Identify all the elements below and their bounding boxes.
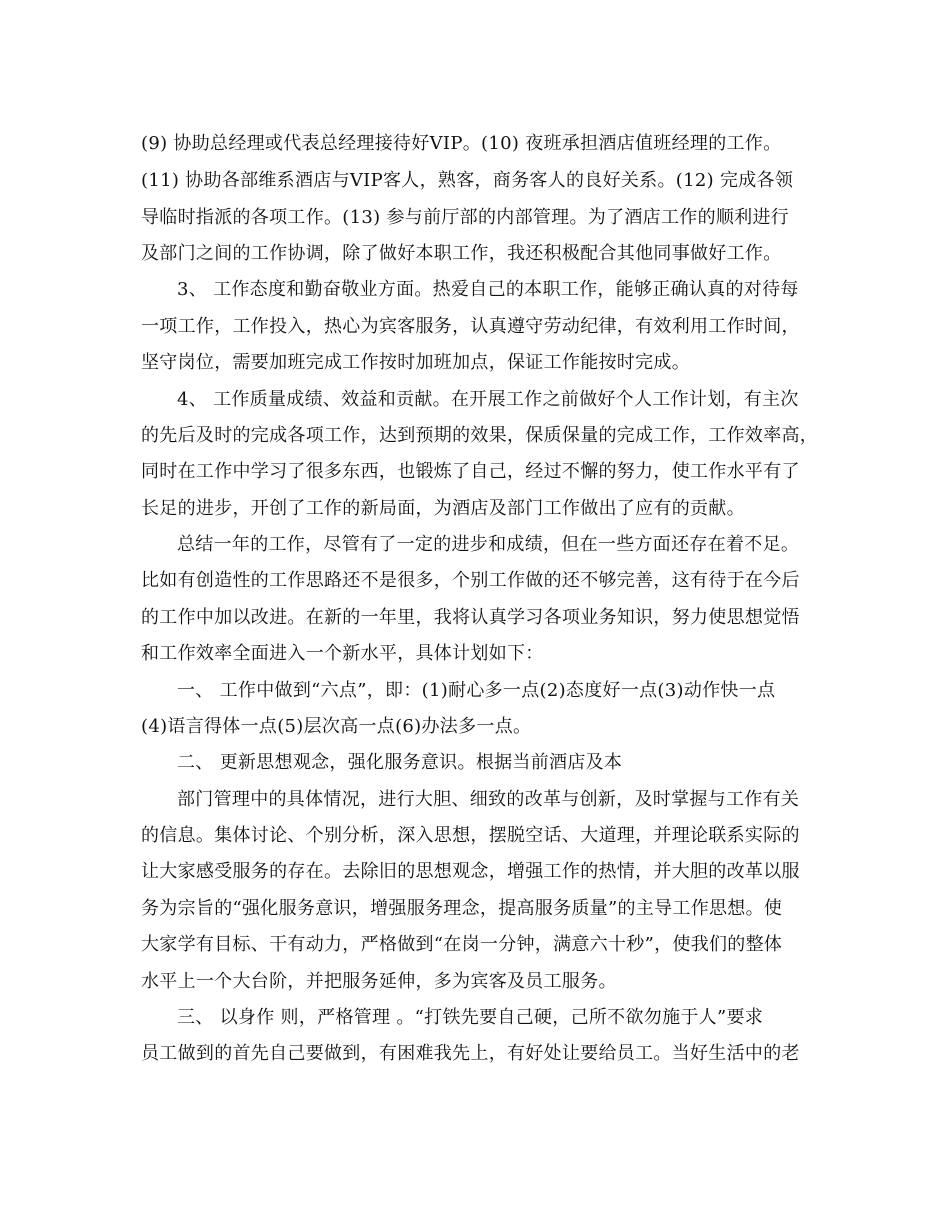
- text-line: 同时在工作中学习了很多东西，也锻炼了自己，经过不懈的努力，使工作水平有了: [141, 461, 800, 482]
- text-line: 3、 工作态度和勤奋敬业方面。热爱自己的本职工作，能够正确认真的对待每: [177, 279, 799, 300]
- text-line: 的信息。集体讨论、个别分析，深入思想，摆脱空话、大道理，并理论联系实际的: [141, 825, 800, 846]
- text-line: (11) 协助各部维系酒店与VIP客人，熟客，商务客人的良好关系。(12) 完成各领: [141, 170, 794, 191]
- text-line: 二、 更新思想观念，强化服务意识。根据当前酒店及本: [177, 752, 623, 773]
- text-line: 大家学有目标、干有动力，严格做到“在岗一分钟，满意六十秒”，使我们的整体: [141, 934, 783, 955]
- text-line: 的工作中加以改进。在新的一年里，我将认真学习各项业务知识，努力使思想觉悟: [141, 607, 800, 628]
- text-line: 员工做到的首先自己要做到，有困难我先上，有好处让要给员工。当好生活中的老: [141, 1043, 800, 1064]
- text-line: (9) 协助总经理或代表总经理接待好VIP。(10) 夜班承担酒店值班经理的工作。: [141, 133, 782, 154]
- text-line: 导临时指派的各项工作。(13) 参与前厅部的内部管理。为了酒店工作的顺利进行: [141, 207, 790, 228]
- text-line: 一项工作，工作投入，热心为宾客服务，认真遵守劳动纪律，有效利用工作时间，: [141, 316, 800, 337]
- text-line: 三、 以身作 则，严格管理 。“打铁先要自己硬，己所不欲勿施于人”要求: [177, 1007, 764, 1028]
- text-line: 让大家感受服务的存在。去除旧的思想观念，增强工作的热情，并大胆的改革以服: [141, 861, 800, 882]
- text-line: 一、 工作中做到“六点”，即：(1)耐心多一点(2)态度好一点(3)动作快一点: [177, 680, 776, 701]
- text-line: 务为宗旨的“强化服务意识，增强服务理念，提高服务质量”的主导工作思想。使: [141, 898, 783, 919]
- text-line: 长足的进步，开创了工作的新局面，为酒店及部门工作做出了应有的贡献。: [141, 498, 745, 519]
- text-line: 水平上一个大台阶，并把服务延伸，多为宾客及员工服务。: [141, 971, 617, 992]
- text-line: 和工作效率全面进入一个新水平，具体计划如下：: [141, 643, 544, 664]
- text-line: 及部门之间的工作协调，除了做好本职工作，我还积极配合其他同事做好工作。: [141, 243, 782, 264]
- text-line: 总结一年的工作，尽管有了一定的进步和成绩，但在一些方面还存在着不足。: [177, 534, 800, 555]
- text-line: (4)语言得体一点(5)层次高一点(6)办法多一点。: [141, 716, 532, 737]
- text-line: 4、 工作质量成绩、效益和贡献。在开展工作之前做好个人工作计划，有主次: [177, 389, 799, 410]
- text-line: 部门管理中的具体情况，进行大胆、细致的改革与创新，及时掌握与工作有关: [177, 789, 800, 810]
- text-line: 比如有创造性的工作思路还不是很多，个别工作做的还不够完善，这有待于在今后: [141, 570, 800, 591]
- text-line: 坚守岗位，需要加班完成工作按时加班加点，保证工作能按时完成。: [141, 352, 690, 373]
- text-line: 的先后及时的完成各项工作，达到预期的效果，保质保量的完成工作，工作效率高，: [141, 425, 819, 446]
